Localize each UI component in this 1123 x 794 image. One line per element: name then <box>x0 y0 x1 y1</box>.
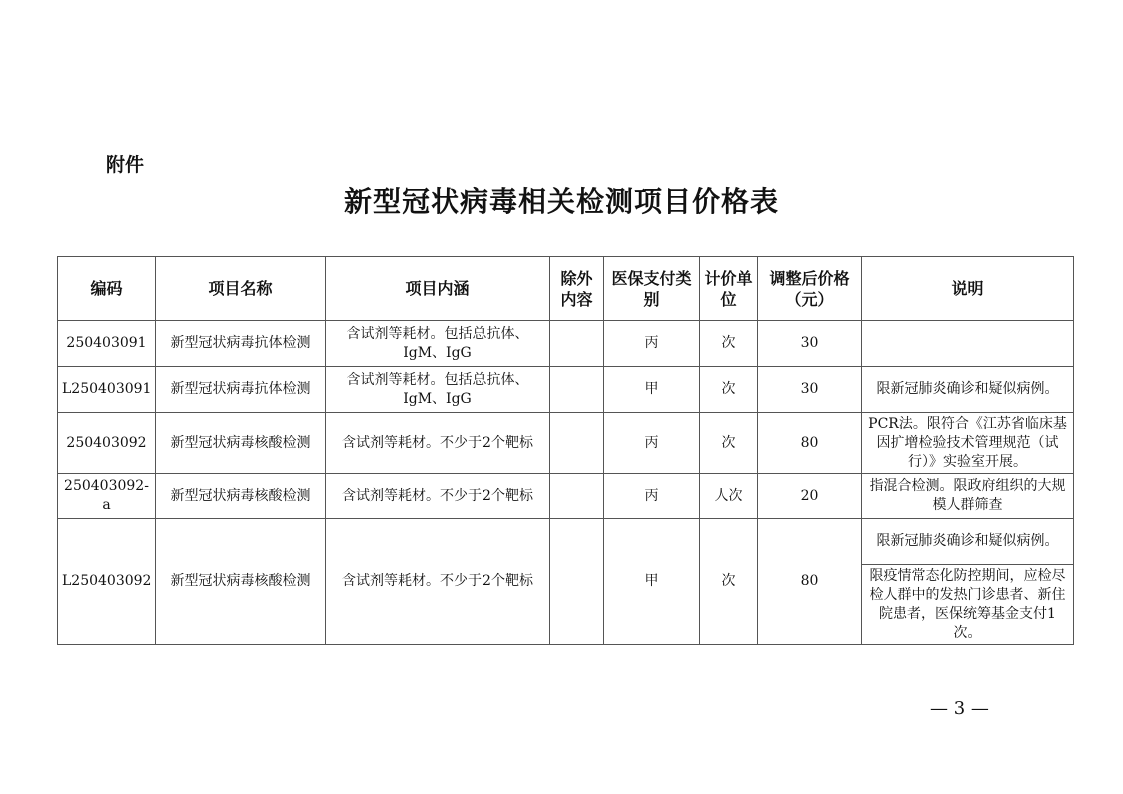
cell-note: 指混合检测。限政府组织的大规模人群筛查 <box>862 474 1074 519</box>
cell-insurance: 丙 <box>604 321 700 367</box>
table-row <box>58 474 1074 519</box>
cell-unit: 次 <box>700 367 758 413</box>
cell-code: L250403091 <box>58 367 156 413</box>
cell-code: 250403092 <box>58 413 156 474</box>
cell-name: 新型冠状病毒抗体检测 <box>156 321 326 367</box>
cell-excluded <box>550 413 604 474</box>
table-row <box>58 321 1074 367</box>
cell-unit: 人次 <box>700 474 758 519</box>
cell-unit: 次 <box>700 413 758 474</box>
attachment-label: 附件 <box>106 154 145 176</box>
cell-unit: 次 <box>700 321 758 367</box>
cell-price: 80 <box>758 413 862 474</box>
cell-note <box>862 321 1074 367</box>
cell-insurance: 甲 <box>604 519 700 645</box>
table-header-row <box>58 257 1074 321</box>
cell-code: L250403092 <box>58 519 156 645</box>
cell-content: 含试剂等耗材。包括总抗体、IgM、IgG <box>326 321 550 367</box>
cell-content: 含试剂等耗材。不少于2个靶标 <box>326 519 550 645</box>
cell-price: 30 <box>758 321 862 367</box>
header-price: 调整后价格（元） <box>758 257 862 321</box>
cell-excluded <box>550 321 604 367</box>
cell-content: 含试剂等耗材。包括总抗体、IgM、IgG <box>326 367 550 413</box>
cell-excluded <box>550 474 604 519</box>
cell-excluded <box>550 519 604 645</box>
cell-content: 含试剂等耗材。不少于2个靶标 <box>326 474 550 519</box>
header-code: 编码 <box>58 257 156 321</box>
header-name: 项目名称 <box>156 257 326 321</box>
cell-insurance: 丙 <box>604 474 700 519</box>
cell-name: 新型冠状病毒核酸检测 <box>156 474 326 519</box>
header-note: 说明 <box>862 257 1074 321</box>
cell-code: 250403092-a <box>58 474 156 519</box>
header-content: 项目内涵 <box>326 257 550 321</box>
cell-code: 250403091 <box>58 321 156 367</box>
header-unit: 计价单位 <box>700 257 758 321</box>
cell-insurance: 甲 <box>604 367 700 413</box>
page-title: 新型冠状病毒相关检测项目价格表 <box>343 185 779 218</box>
price-table <box>57 256 1074 645</box>
cell-price: 20 <box>758 474 862 519</box>
header-insurance: 医保支付类别 <box>604 257 700 321</box>
table-row <box>58 519 1074 565</box>
cell-name: 新型冠状病毒核酸检测 <box>156 519 326 645</box>
page-number: — 3 — <box>930 698 989 719</box>
header-excluded: 除外内容 <box>550 257 604 321</box>
cell-note-secondary: 限疫情常态化防控期间，应检尽检人群中的发热门诊患者、新住院患者，医保统筹基金支付1次。 <box>862 565 1074 645</box>
cell-name: 新型冠状病毒抗体检测 <box>156 367 326 413</box>
cell-note: PCR法。限符合《江苏省临床基因扩增检验技术管理规范（试行）》实验室开展。 <box>862 413 1074 474</box>
cell-price: 80 <box>758 519 862 645</box>
cell-name: 新型冠状病毒核酸检测 <box>156 413 326 474</box>
cell-content: 含试剂等耗材。不少于2个靶标 <box>326 413 550 474</box>
cell-excluded <box>550 367 604 413</box>
cell-note: 限新冠肺炎确诊和疑似病例。 <box>862 367 1074 413</box>
cell-unit: 次 <box>700 519 758 645</box>
table-row <box>58 413 1074 474</box>
cell-note: 限新冠肺炎确诊和疑似病例。 <box>862 519 1074 565</box>
cell-price: 30 <box>758 367 862 413</box>
table-row <box>58 367 1074 413</box>
cell-insurance: 丙 <box>604 413 700 474</box>
